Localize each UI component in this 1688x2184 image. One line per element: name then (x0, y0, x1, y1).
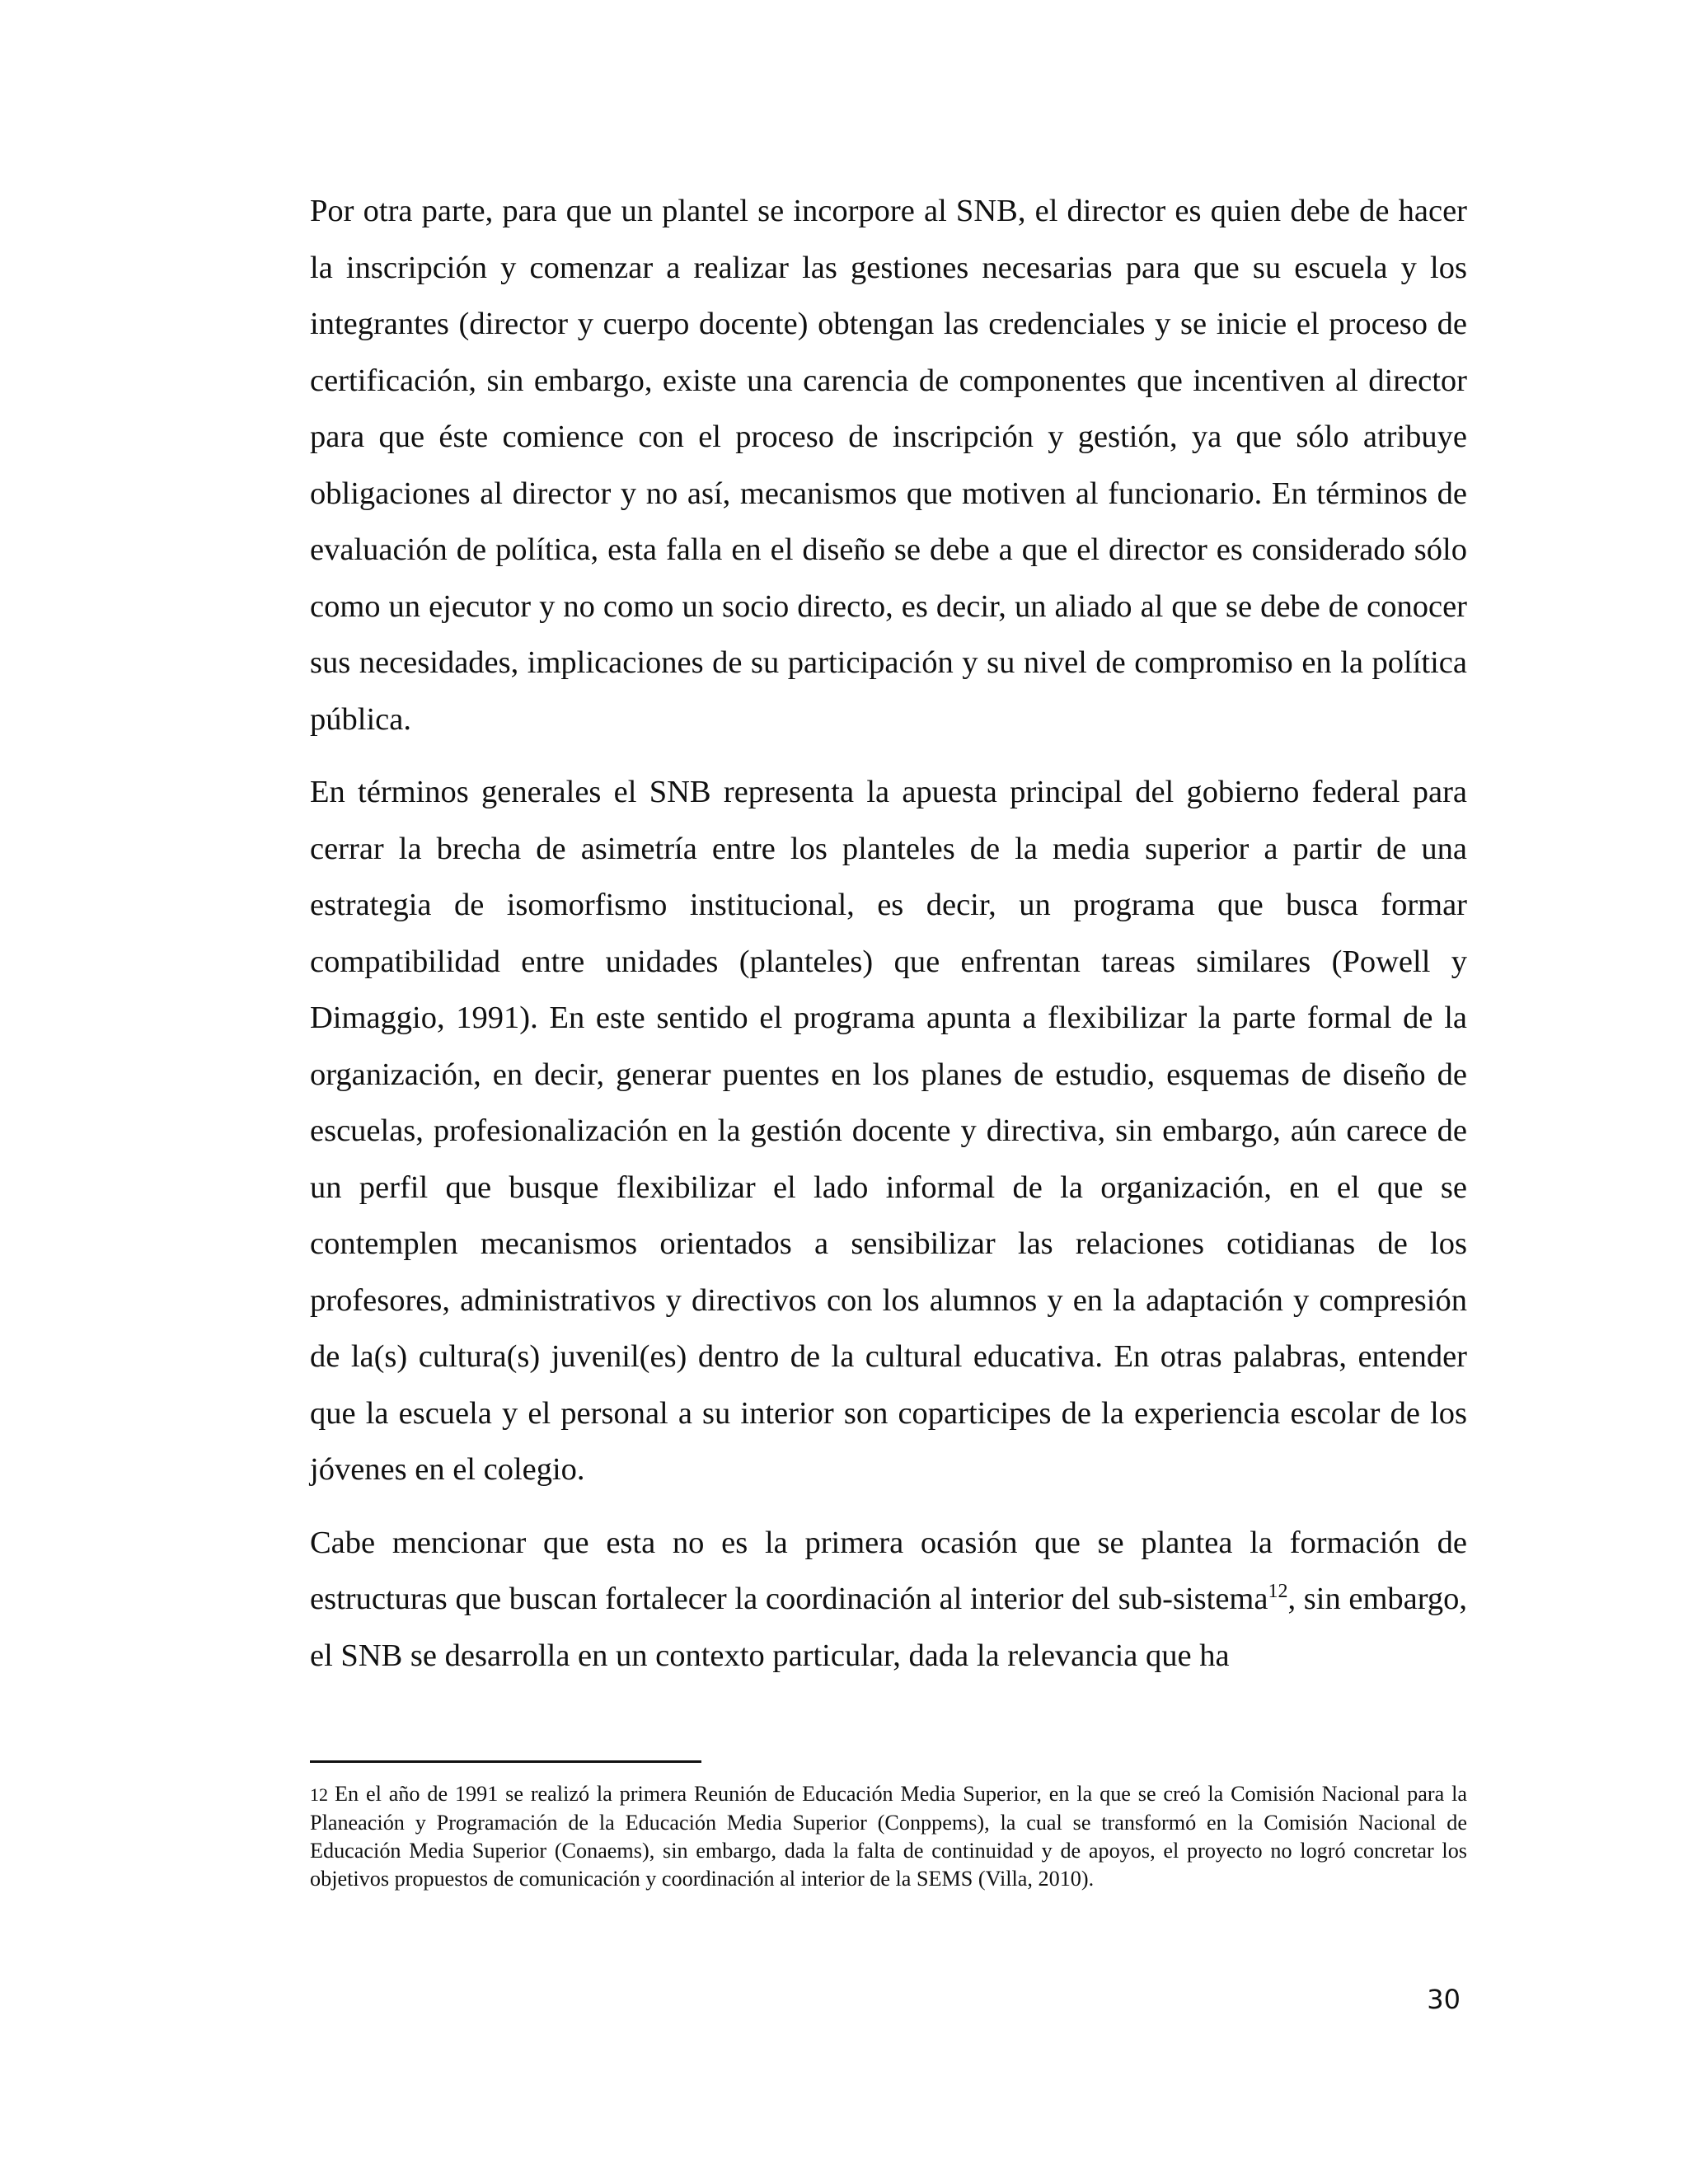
paragraph-1: Por otra parte, para que un plantel se incorpore al SNB, el director es quien debe de hacer la inscripción y comenzar a realizar las gestiones necesarias para que su escuela y los integrantes (director y cuerpo docente) obtengan las credenciales y se inicie el proceso de certificación, sin embargo, existe una carencia de componentes que incentiven al director para que éste comience con el proceso de inscripción y gestión, ya que sólo atribuye obligaciones al director y no así, mecanismos que motiven al funcionario. En términos de evaluación de política, esta falla en el diseño se debe a que el director es considerado sólo como un ejecutor y no como un socio directo, es decir, un aliado al que se debe de conocer sus necesidades, implicaciones de su participación y su nivel de compromiso en la política pública. (310, 194, 1467, 737)
paragraph-3-text-end: , sin embargo, el SNB se desarrolla en un contexto particular, dada la relevancia que ha (310, 1582, 1467, 1673)
paragraph-3-text-start: Cabe mencionar que esta no es la primera ocasión que se plantea la formación de estructuras que buscan fortalecer la coordinación al interior del sub-sistema (310, 1525, 1467, 1616)
footnote-number: 12 (310, 1784, 328, 1805)
footnote-separator (310, 1760, 701, 1763)
footnote (310, 1780, 1467, 1893)
footnote-reference[interactable]: 12 (1268, 1581, 1288, 1603)
page-number: 30 (1427, 1984, 1461, 2015)
footnote-text: En el año de 1991 se realizó la primera Reunión de Educación Media Superior, en la que se creó la Comisión Nacional para la Planeación y Programación de la Educación Media Superior (Conppems), la cual se transformó en la Comisión Nacional de Educación Media Superior (Conaems), sin embargo, dada la falta de continuidad y de apoyos, el proyecto no logró concretar los objetivos propuestos de comunicación y coordinación al interior de la SEMS (Villa, 2010). (310, 1782, 1467, 1891)
paragraph-2: En términos generales el SNB representa la apuesta principal del gobierno federal para cerrar la brecha de asimetría entre los planteles de la media superior a partir de una estrategia de isomorfismo institucional, es decir, un programa que busca formar compatibilidad entre unidades (planteles) que enfrentan tareas similares (Powell y Dimaggio, 1991). En este sentido el programa apunta a flexibilizar la parte formal de la organización, en decir, generar puentes en los planes de estudio, esquemas de diseño de escuelas, profesionalización en la gestión docente y directiva, sin embargo, aún carece de un perfil que busque flexibilizar el lado informal de la organización, en el que se contemplen mecanismos orientados a sensibilizar las relaciones cotidianas de los profesores, administrativos y directivos con los alumnos y en la adaptación y compresión de la(s) cultura(s) juvenil(es) dentro de la cultural educativa. En otras palabras, entender que la escuela y el personal a su interior son coparticipes de la experiencia escolar de los jóvenes en el colegio. (310, 775, 1467, 1487)
paragraph-3 (310, 1515, 1467, 1685)
body-text (310, 183, 1467, 1700)
